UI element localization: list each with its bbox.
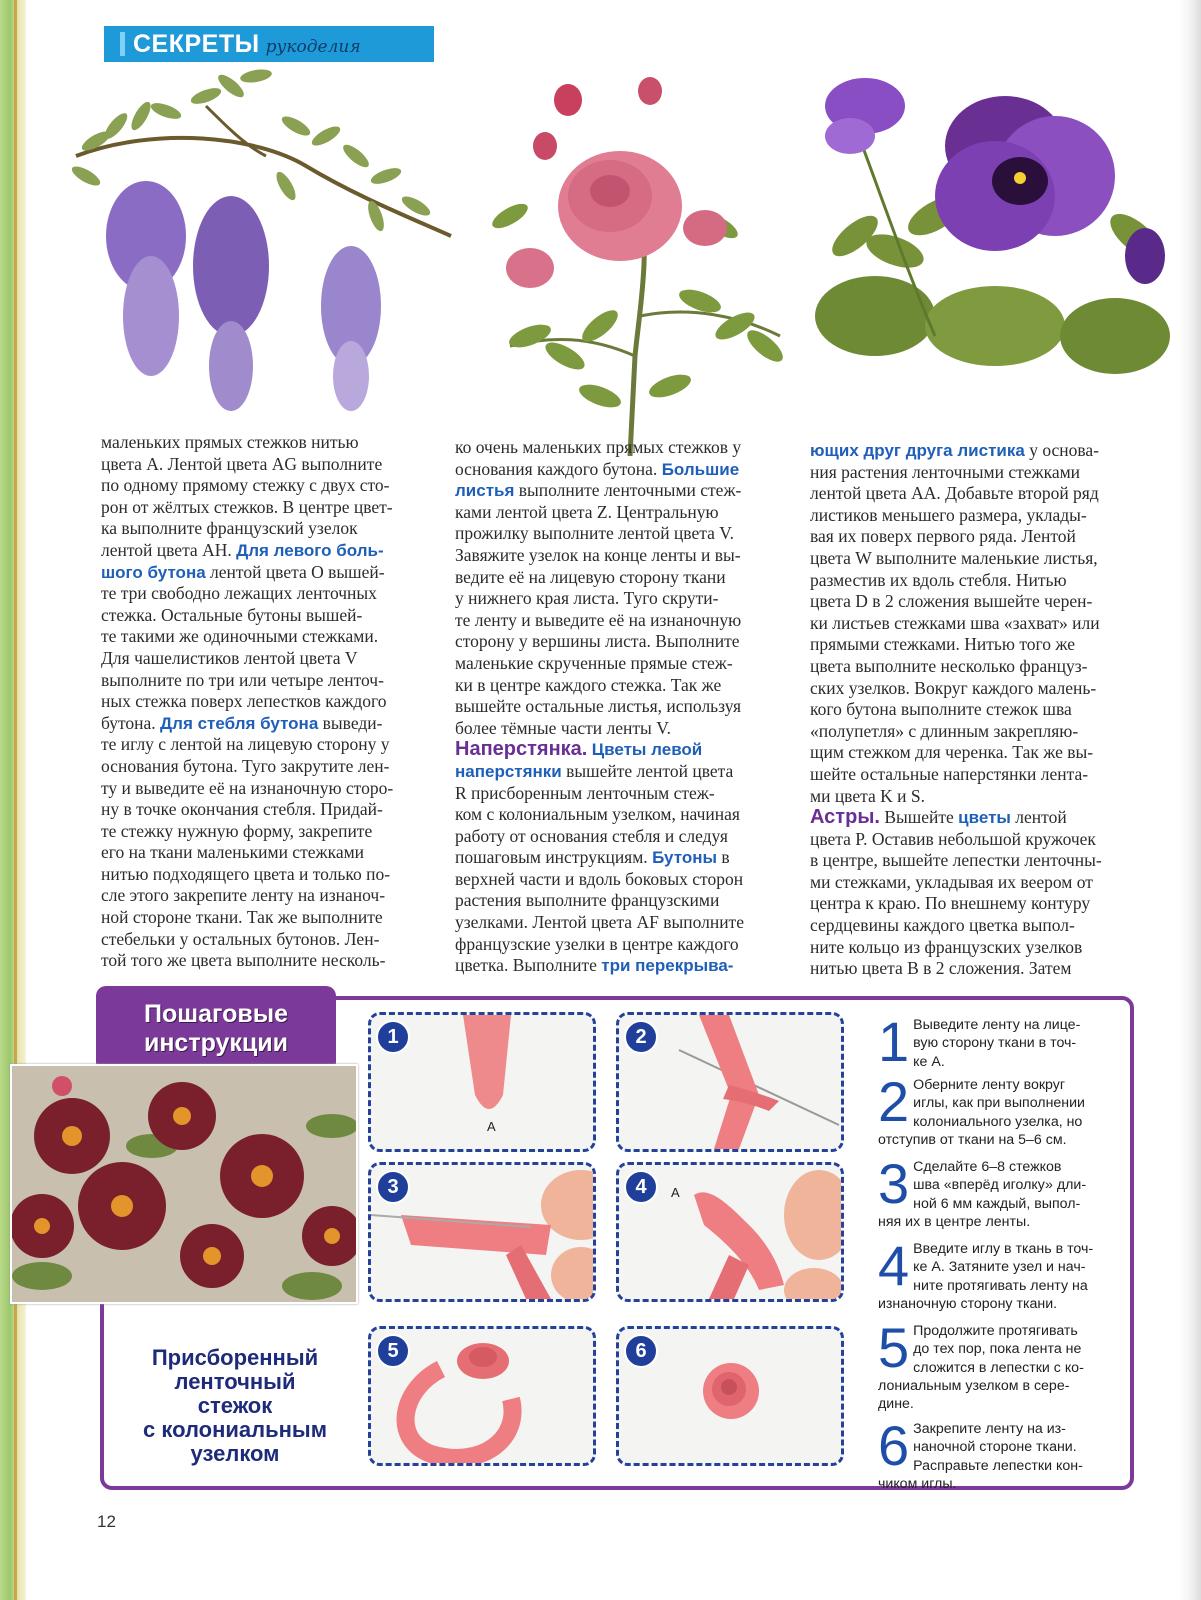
text-line <box>101 756 441 778</box>
text-line <box>455 761 800 783</box>
text-line <box>101 497 441 519</box>
step-panel-number: 4 <box>624 1170 658 1204</box>
step-line: ке A. Затяните узел и нач- <box>913 1259 1086 1276</box>
text-line <box>455 847 800 869</box>
text-line <box>810 786 1150 808</box>
text-segment: узелками. Лентой цвета AF выполните <box>455 912 744 933</box>
step-number: 5 <box>878 1316 910 1379</box>
step-panel-number: 2 <box>624 1020 658 1054</box>
text-segment: ну в точке окончания стебля. Придай- <box>101 799 383 820</box>
text-segment: сердцевины каждого цветка выпол- <box>810 915 1075 936</box>
text-segment: те иглу с лентой на лицевую сторону у <box>101 734 390 755</box>
text-line <box>455 567 800 589</box>
text-line <box>101 885 441 907</box>
text-segment: ной стороне ткани. Так же выполните <box>101 907 383 928</box>
rose-illustration <box>470 56 790 456</box>
highlighted-term: три перекрыва- <box>601 956 734 976</box>
text-segment: нитью цвета B в 2 сложения. Затем <box>810 958 1072 979</box>
text-line <box>810 526 1150 548</box>
step-line: чиком иглы. <box>878 1475 957 1492</box>
highlighted-term: шого бутона <box>101 562 206 582</box>
text-segment: по одному прямому стежку с двух сто- <box>101 475 390 496</box>
text-line <box>455 739 800 761</box>
text-segment: ния растения ленточными стежками <box>810 461 1081 482</box>
text-segment: R присборенным ленточным стеж- <box>455 782 715 803</box>
step-line: ной 6 мм каждый, выпол- <box>913 1195 1081 1212</box>
instructions-tab <box>96 986 336 1072</box>
step-line: Оберните ленту вокруг <box>913 1077 1066 1093</box>
step-number: 1 <box>878 1010 910 1073</box>
text-line <box>810 570 1150 592</box>
text-line <box>810 893 1150 915</box>
text-line <box>810 505 1150 527</box>
highlighted-term: листья <box>455 481 515 501</box>
text-segment: Завяжите узелок на конце ленты и вы- <box>455 544 741 565</box>
step-panel-1 <box>368 1012 596 1152</box>
wisteria-illustration <box>56 66 456 426</box>
text-line <box>101 518 441 540</box>
text-line <box>101 670 441 692</box>
text-line <box>810 958 1150 980</box>
text-segment: нитью подходящего цвета и только по- <box>101 863 391 884</box>
step-number: 4 <box>878 1234 910 1297</box>
step-item-2 <box>878 1070 1126 1149</box>
text-line <box>101 778 441 800</box>
text-segment: верхней части и вдоль боковых сторон <box>455 868 744 889</box>
text-line <box>101 929 441 951</box>
text-line <box>455 718 800 740</box>
step-panel-number: 3 <box>376 1170 410 1204</box>
text-line <box>101 691 441 713</box>
text-line <box>810 742 1150 764</box>
text-segment: центра к краю. По внешнему контуру <box>810 893 1091 914</box>
text-line <box>810 483 1150 505</box>
text-segment: цвета A. Лентой цвета AG выполните <box>101 453 383 474</box>
text-segment: лентой цвета O вышей- <box>205 561 385 582</box>
text-line <box>810 915 1150 937</box>
step-number: 3 <box>878 1152 910 1215</box>
pansy-illustration <box>795 66 1175 426</box>
step-line: колониального узелка, но <box>913 1113 1083 1130</box>
text-segment: разместив их вдоль стебля. Нитью <box>810 569 1067 590</box>
section-heading: Астры. <box>810 806 880 829</box>
text-line <box>455 804 800 826</box>
text-segment: щим стежком для черенка. Так же вы- <box>810 742 1094 763</box>
text-segment: те ленту и выведите её на изнаночную <box>455 609 742 630</box>
stitch-name-line: Присборенный <box>151 1345 319 1370</box>
text-line <box>810 462 1150 484</box>
embroidered-flowers-photo <box>10 1064 358 1304</box>
step-line: изнаночную сторону ткани. <box>878 1295 1058 1312</box>
text-line <box>101 540 441 562</box>
text-line <box>101 799 441 821</box>
step-line: лониальным узелком в сере- <box>878 1377 1070 1394</box>
text-segment: шейте остальные наперстянки лента- <box>810 763 1089 784</box>
stitch-name-line: с колониальным <box>143 1417 327 1442</box>
text-segment: ских узелков. Вокруг каждого малень- <box>810 677 1097 698</box>
text-line <box>455 480 800 502</box>
text-line <box>810 764 1150 786</box>
text-line <box>101 605 441 627</box>
text-segment: лентой цвета AA. Добавьте второй ряд <box>810 483 1099 504</box>
stitch-name-line: стежок <box>197 1393 273 1418</box>
step-number: 2 <box>878 1070 910 1133</box>
highlighted-term: Цветы левой <box>591 740 703 760</box>
step-line: шва «вперёд иголку» дли- <box>913 1177 1087 1194</box>
text-segment: выполните по три или четыре ленточ- <box>101 669 384 690</box>
instructions-title-line2: инструкции <box>143 1029 289 1057</box>
text-segment: работу от основания стебля и следуя <box>455 825 728 846</box>
text-line <box>101 821 441 843</box>
text-segment: ту и выведите её на изнаночную сторо- <box>101 777 394 798</box>
text-segment: Вышейте <box>879 807 959 828</box>
text-line <box>455 610 800 632</box>
text-segment: ком с колониальным узелком, начиная <box>455 804 740 825</box>
text-column-3 <box>810 440 1150 980</box>
highlighted-term: цветы <box>958 808 1011 828</box>
text-segment: у основа- <box>1024 440 1100 460</box>
text-line <box>455 437 800 459</box>
text-segment: в центре, вышейте лепестки ленточны- <box>810 850 1102 871</box>
step-panel-5 <box>368 1326 596 1466</box>
highlighted-term: Бутоны <box>652 848 717 868</box>
text-segment: ко очень маленьких прямых стежков у <box>455 437 742 457</box>
highlighted-term: Большие <box>661 459 740 479</box>
text-line <box>455 912 800 934</box>
text-line <box>101 713 441 735</box>
text-segment: цвета D в 2 сложения вышейте черен- <box>810 591 1093 612</box>
text-line <box>101 475 441 497</box>
text-segment: стебельки у остальных бутонов. Лен- <box>101 928 380 949</box>
step-line: иглы, как при выполнении <box>913 1095 1085 1112</box>
text-segment: ками лентой цвета Z. Центральную <box>455 501 719 522</box>
text-segment: ки листьев стежками шва «захват» или <box>810 612 1100 633</box>
text-line <box>455 955 800 977</box>
text-line <box>455 826 800 848</box>
text-line <box>810 613 1150 635</box>
text-segment: цвета W выполните маленькие листья, <box>810 547 1098 568</box>
text-segment: те стежку нужную форму, закрепите <box>101 820 373 841</box>
text-segment: сле этого закрепите ленту на изнаноч- <box>101 885 386 906</box>
text-line <box>810 721 1150 743</box>
text-line <box>455 502 800 524</box>
step-line: вую сторону ткани в точ- <box>913 1035 1077 1052</box>
text-column-2 <box>455 437 800 977</box>
step-line: ните протягивать ленту на <box>913 1277 1088 1294</box>
text-line <box>455 653 800 675</box>
page-spine <box>0 0 26 1600</box>
instructions-title-line1: Пошаговые <box>144 1000 288 1028</box>
text-line <box>810 591 1150 613</box>
text-line <box>101 864 441 886</box>
text-segment: вышейте лентой цвета <box>561 760 734 781</box>
text-line <box>810 656 1150 678</box>
step-line: Введите иглу в ткань в точ- <box>913 1241 1094 1257</box>
text-line <box>455 675 800 697</box>
text-segment: Для чашелистиков лентой цвета V <box>101 647 358 668</box>
text-line <box>810 678 1150 700</box>
text-line <box>455 696 800 718</box>
text-segment: маленькие скрученные прямые стеж- <box>455 652 733 673</box>
step-line: Продолжите протягивать <box>913 1323 1078 1339</box>
step-panel-number: 6 <box>624 1334 658 1368</box>
step-panel-6 <box>616 1326 844 1466</box>
step-item-5 <box>878 1316 1126 1413</box>
text-line <box>101 734 441 756</box>
text-segment: ка выполните французский узелок <box>101 518 358 539</box>
text-segment: у нижнего края листа. Туго скрути- <box>455 588 719 609</box>
step-item-3 <box>878 1152 1126 1231</box>
header-title: СЕКРЕТЫ <box>133 29 260 58</box>
text-segment: цвета выполните несколько француз- <box>810 655 1088 676</box>
step-panel-2 <box>616 1012 844 1152</box>
point-label: A <box>671 1185 680 1200</box>
step-line: до тех пор, пока лента не <box>913 1341 1082 1358</box>
highlighted-term: Для стебля бутона <box>160 713 319 733</box>
text-segment: более тёмные части ленты V. <box>455 717 671 738</box>
text-segment: той того же цвета выполните несколь- <box>101 950 386 971</box>
header-accent-bar <box>120 32 125 56</box>
text-segment: лентой <box>1010 807 1067 828</box>
header-subtitle: рукоделия <box>265 37 361 57</box>
text-segment: листиков меньшего размера, уклады- <box>810 504 1087 525</box>
text-line <box>455 869 800 891</box>
text-segment: кого бутона выполните стежок шва <box>810 699 1072 720</box>
text-line <box>455 934 800 956</box>
text-line <box>101 950 441 972</box>
text-segment: рон от жёлтых стежков. В центре цвет- <box>101 496 393 517</box>
text-segment: вая их поверх первого ряда. Лентой <box>810 526 1076 547</box>
step-line: Закрепите ленту на из- <box>913 1421 1066 1437</box>
text-line <box>101 583 441 605</box>
text-line <box>101 562 441 584</box>
text-line <box>810 829 1150 851</box>
text-segment: основания бутона. Туго закрутите лен- <box>101 755 390 776</box>
text-line <box>810 937 1150 959</box>
step-line: Сделайте 6–8 стежков <box>913 1159 1062 1175</box>
text-segment: те такими же одиночными стежками. <box>101 626 379 647</box>
text-line <box>101 626 441 648</box>
stitch-name <box>100 1346 370 1466</box>
step-line: дине. <box>878 1396 914 1413</box>
text-segment: ных стежка поверх лепестков каждого <box>101 691 387 712</box>
text-line <box>810 850 1150 872</box>
text-segment: в <box>717 847 730 868</box>
text-segment: прямыми стежками. Нитью того же <box>810 634 1076 655</box>
text-line <box>455 890 800 912</box>
highlighted-term: Для левого боль- <box>236 540 384 560</box>
step-number: 6 <box>878 1414 910 1477</box>
text-segment: выполните ленточными стеж- <box>514 480 742 501</box>
text-segment: цветка. Выполните <box>455 955 602 976</box>
step-line: Выведите ленту на лице- <box>913 1017 1081 1033</box>
text-line <box>101 432 441 454</box>
text-segment: ки в центре каждого стежка. Так же <box>455 674 722 695</box>
text-segment: сторону у вершины листа. Выполните <box>455 631 740 652</box>
text-segment: растения выполните французскими <box>455 890 720 911</box>
text-segment: «полупетля» с длинным закрепляю- <box>810 720 1079 741</box>
step-item-4 <box>878 1234 1126 1313</box>
step-panel-4 <box>616 1162 844 1302</box>
text-line <box>455 588 800 610</box>
text-segment: основания каждого бутона. <box>455 458 662 479</box>
text-segment: прожилку выполните лентой цвета V. <box>455 523 734 544</box>
step-panel-number: 1 <box>376 1020 410 1054</box>
text-segment: пошаговым инструкциям. <box>455 847 653 868</box>
text-segment: бутона. <box>101 712 161 733</box>
text-segment: ните кольцо из французских узелков <box>810 936 1083 957</box>
step-panel-number: 5 <box>376 1334 410 1368</box>
text-line <box>455 631 800 653</box>
step-item-6 <box>878 1414 1126 1493</box>
text-line <box>455 783 800 805</box>
text-line <box>810 440 1150 462</box>
text-segment: цвета P. Оставив небольшой кружочек <box>810 828 1096 849</box>
text-line <box>810 807 1150 829</box>
text-line <box>101 907 441 929</box>
stitch-name-line: узелком <box>190 1441 280 1466</box>
section-heading: Наперстянка. <box>455 738 588 761</box>
step-line: няя их в центре ленты. <box>878 1213 1031 1230</box>
highlighted-term: наперстянки <box>455 761 562 781</box>
step-panel-3 <box>368 1162 596 1302</box>
text-column-1 <box>101 432 441 972</box>
text-line <box>810 548 1150 570</box>
step-item-1 <box>878 1010 1126 1073</box>
text-line <box>810 872 1150 894</box>
page-edge <box>1179 0 1201 1600</box>
stitch-name-line: ленточный <box>174 1369 296 1394</box>
step-line: сложится в лепестки с ко- <box>913 1359 1084 1376</box>
page-number: 12 <box>97 1512 116 1531</box>
text-line <box>101 648 441 670</box>
text-segment: те три свободно лежащих ленточных <box>101 583 377 604</box>
text-line <box>101 842 441 864</box>
text-line <box>455 523 800 545</box>
point-label: A <box>487 1119 496 1134</box>
step-line: Расправьте лепестки кон- <box>913 1457 1083 1474</box>
text-segment: французские узелки в центре каждого <box>455 933 739 954</box>
text-segment: стежка. Остальные бутоны вышей- <box>101 604 363 625</box>
text-line <box>101 454 441 476</box>
text-segment: лентой цвета AH. <box>101 539 237 560</box>
step-line: ке A. <box>913 1053 945 1070</box>
text-segment: ми стежками, укладывая их веером от <box>810 871 1093 892</box>
text-line <box>810 634 1150 656</box>
text-segment: выведи- <box>318 712 383 733</box>
text-segment: его на ткани маленькими стежками <box>101 842 365 863</box>
text-line <box>455 459 800 481</box>
section-header <box>104 26 434 62</box>
text-line <box>810 699 1150 721</box>
text-segment: вышейте остальные листья, используя <box>455 696 742 717</box>
highlighted-term: ющих друг друга листика <box>810 441 1025 460</box>
text-segment: ведите её на лицевую сторону ткани <box>455 566 726 587</box>
step-line: отступив от ткани на 5–6 см. <box>878 1131 1067 1148</box>
text-segment: маленьких прямых стежков нитью <box>101 432 359 452</box>
text-segment: ми цвета K и S. <box>810 785 925 806</box>
text-line <box>455 545 800 567</box>
step-line: наночной стороне ткани. <box>913 1439 1077 1456</box>
